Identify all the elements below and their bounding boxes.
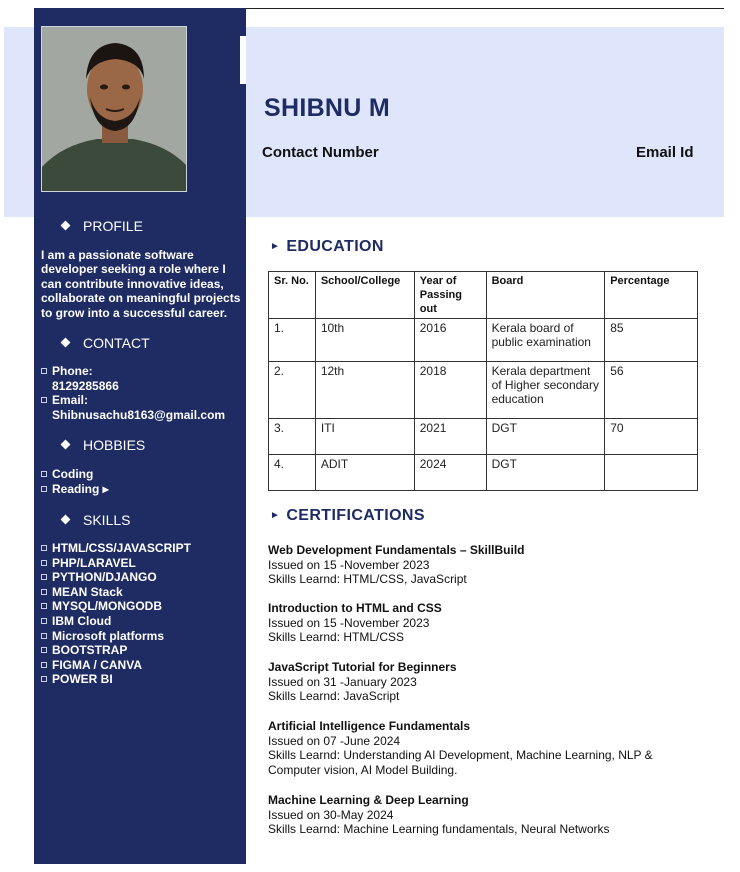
certification-issued: Issued on 15 -November 2023 xyxy=(268,615,430,630)
certification-item xyxy=(268,601,708,645)
list-item: Reading ▸ xyxy=(41,482,246,497)
table-cell: 2016 xyxy=(414,319,486,362)
list-item: IBM Cloud xyxy=(41,614,246,629)
certification-issued: Issued on 30-May 2024 xyxy=(268,807,394,822)
column-header: Sr. No. xyxy=(269,272,316,319)
column-header: Year of Passing out xyxy=(414,272,486,319)
phone-number: 8129285866 xyxy=(52,378,119,393)
list-item: Coding xyxy=(41,467,246,482)
table-row xyxy=(269,319,698,362)
diamond-bullet-icon xyxy=(61,515,71,525)
certification-title: Artificial Intelligence Fundamentals xyxy=(268,719,471,733)
certification-skills: Skills Learnd: HTML/CSS xyxy=(268,630,405,644)
square-bullet-icon xyxy=(41,486,47,492)
table-cell: 2021 xyxy=(414,419,486,455)
certification-item xyxy=(268,660,708,704)
list-item: FIGMA / CANVA xyxy=(41,658,246,673)
table-cell: 3. xyxy=(269,419,316,455)
skills-heading: SKILLS xyxy=(34,512,246,528)
table-cell: 2018 xyxy=(414,362,486,419)
table-cell: Kerala board of public examination xyxy=(486,319,605,362)
profile-photo-illustration xyxy=(42,27,187,192)
square-bullet-icon xyxy=(41,368,47,374)
certification-title: Machine Learning & Deep Learning xyxy=(268,793,469,807)
square-bullet-icon xyxy=(41,471,47,477)
table-cell: 4. xyxy=(269,455,316,491)
email-label-item: Email: xyxy=(41,393,246,408)
table-row xyxy=(269,455,698,491)
email-address: Shibnusachu8163@gmail.com xyxy=(52,407,226,422)
table-cell: 70 xyxy=(605,419,698,455)
education-heading: ► EDUCATION xyxy=(270,238,384,255)
table-header-row xyxy=(269,272,698,319)
list-item: Microsoft platforms xyxy=(41,629,246,644)
certification-item xyxy=(268,543,708,587)
certification-title: Introduction to HTML and CSS xyxy=(268,601,442,615)
certification-skills: Skills Learnd: Understanding AI Development, Machine Learning, NLP & Computer vision, AI Model Building. xyxy=(268,748,653,777)
column-header: School/College xyxy=(315,272,414,319)
table-cell: ADIT xyxy=(315,455,414,491)
table-cell: DGT xyxy=(486,419,605,455)
table-cell: Kerala department of Higher secondary education xyxy=(486,362,605,419)
table-cell: 2024 xyxy=(414,455,486,491)
square-bullet-icon xyxy=(41,633,47,639)
table-row xyxy=(269,419,698,455)
contact-heading: CONTACT xyxy=(34,335,246,351)
triangle-bullet-icon: ► xyxy=(270,241,281,252)
column-header: Board xyxy=(486,272,605,319)
table-cell: 85 xyxy=(605,319,698,362)
hobbies-list xyxy=(41,467,246,496)
diamond-bullet-icon xyxy=(61,440,71,450)
table-cell: ITI xyxy=(315,419,414,455)
column-header: Percentage xyxy=(605,272,698,319)
certification-item xyxy=(268,719,708,777)
list-item: MYSQL/MONGODB xyxy=(41,599,246,614)
certification-issued: Issued on 07 -June 2024 xyxy=(268,733,401,748)
square-bullet-icon xyxy=(41,574,47,580)
certification-skills: Skills Learnd: Machine Learning fundamentals, Neural Networks xyxy=(268,822,610,836)
square-bullet-icon xyxy=(41,647,47,653)
table-row xyxy=(269,362,698,419)
certification-title: Web Development Fundamentals – SkillBuild xyxy=(268,543,525,557)
list-item: HTML/CSS/JAVASCRIPT xyxy=(41,541,246,556)
candidate-name: SHIBNU M xyxy=(264,94,391,122)
education-table xyxy=(268,271,698,491)
skills-list xyxy=(41,541,246,687)
diamond-bullet-icon xyxy=(61,338,71,348)
square-bullet-icon xyxy=(41,662,47,668)
certification-item xyxy=(268,793,708,837)
profile-photo xyxy=(41,26,187,192)
header-notch xyxy=(240,36,246,84)
certification-issued: Issued on 15 -November 2023 xyxy=(268,557,430,572)
triangle-bullet-icon: ► xyxy=(270,510,281,521)
contact-number-label: Contact Number xyxy=(262,144,379,161)
list-item: MEAN Stack xyxy=(41,585,246,600)
table-cell: 56 xyxy=(605,362,698,419)
list-item: PHP/LARAVEL xyxy=(41,556,246,571)
contact-list xyxy=(41,364,246,422)
square-bullet-icon xyxy=(41,618,47,624)
square-bullet-icon xyxy=(41,603,47,609)
certifications-heading: ► CERTIFICATIONS xyxy=(270,507,425,524)
list-item: POWER BI xyxy=(41,672,246,687)
square-bullet-icon xyxy=(41,560,47,566)
phone-label-item: Phone: xyxy=(41,364,246,379)
table-cell: 10th xyxy=(315,319,414,362)
square-bullet-icon xyxy=(41,545,47,551)
square-bullet-icon xyxy=(41,589,47,595)
profile-text: I am a passionate software developer seeking a role where I can contribute innovative ideas, collaborate on meaningful projects to grow into a successful career. xyxy=(41,248,241,320)
square-bullet-icon xyxy=(41,397,47,403)
square-bullet-icon xyxy=(41,676,47,682)
table-cell: DGT xyxy=(486,455,605,491)
certification-title: JavaScript Tutorial for Beginners xyxy=(268,660,457,674)
sidebar xyxy=(34,8,246,864)
email-id-label: Email Id xyxy=(636,144,694,161)
diamond-bullet-icon xyxy=(61,221,71,231)
certification-skills: Skills Learnd: HTML/CSS, JavaScript xyxy=(268,572,467,586)
table-cell xyxy=(605,455,698,491)
list-item: PYTHON/DJANGO xyxy=(41,570,246,585)
certification-issued: Issued on 31 -January 2023 xyxy=(268,674,417,689)
hobbies-heading: HOBBIES xyxy=(34,437,246,453)
list-item: BOOTSTRAP xyxy=(41,643,246,658)
profile-heading: PROFILE xyxy=(34,218,246,234)
certification-skills: Skills Learnd: JavaScript xyxy=(268,689,400,703)
table-cell: 1. xyxy=(269,319,316,362)
table-cell: 12th xyxy=(315,362,414,419)
table-cell: 2. xyxy=(269,362,316,419)
